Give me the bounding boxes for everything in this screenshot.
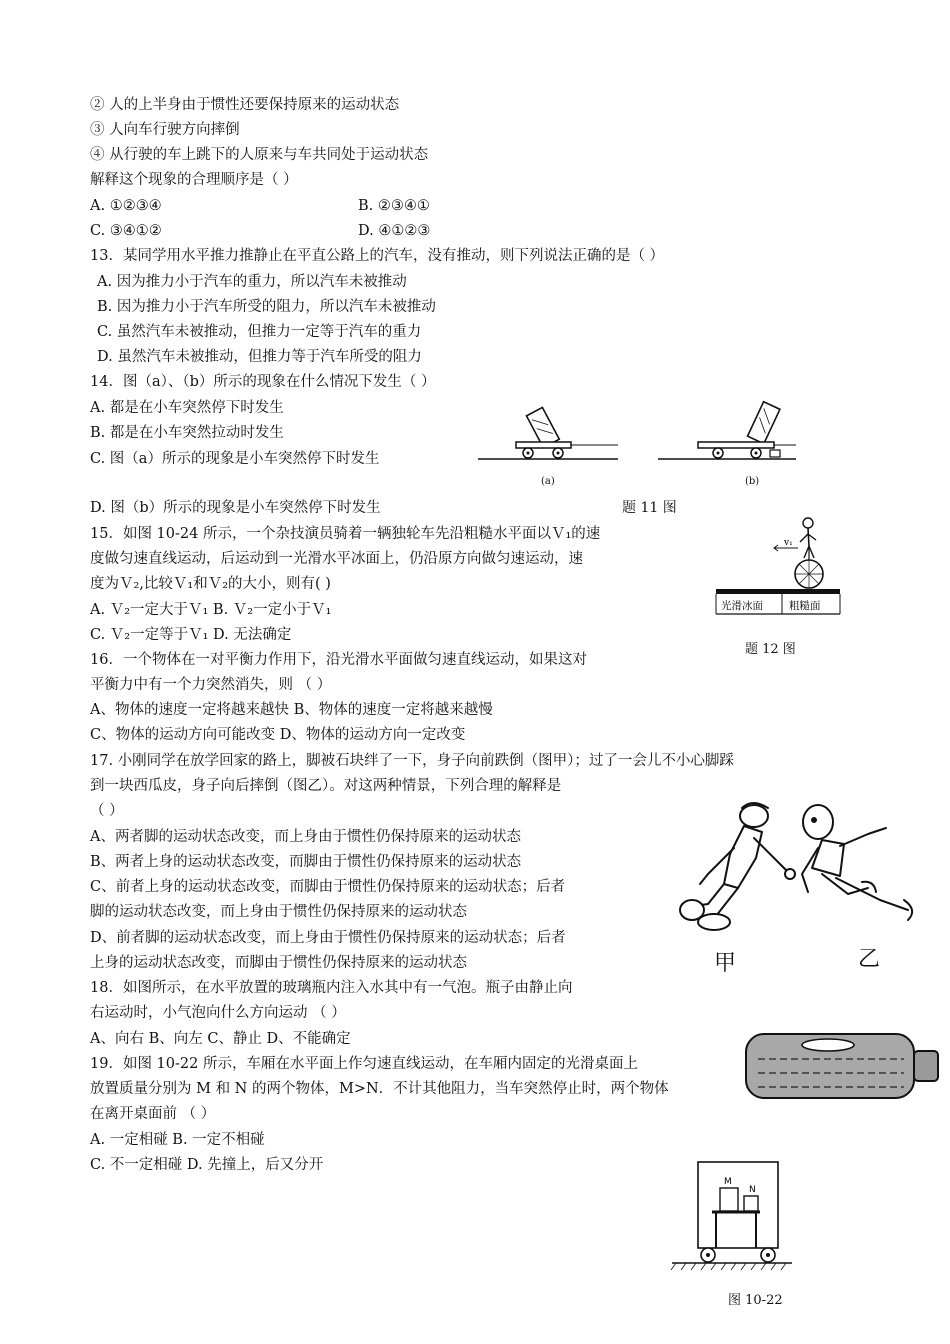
glass-bottle-figure bbox=[744, 1031, 944, 1101]
q19-options-ab: A. 一定相碰 B. 一定不相碰 bbox=[90, 1132, 265, 1148]
q17-option-b: B、两者上身的运动状态改变，而脚由于惯性仍保持原来的运动状态 bbox=[90, 854, 522, 870]
label-n: N bbox=[749, 1185, 756, 1195]
q19-line-2: 放置质量分别为 M 和 N 的两个物体，M>N．不计其他阻力，当车突然停止时，两个物体 bbox=[90, 1081, 669, 1097]
q18-options: A、向右 B、向左 C、静止 D、不能确定 bbox=[90, 1031, 351, 1047]
label-m: M bbox=[724, 1177, 732, 1187]
q13-option-c: C. 虽然汽车未被推动，但推力一定等于汽车的重力 bbox=[97, 324, 422, 340]
q15-line-2: 度做匀速直线运动，后运动到一光滑水平冰面上，仍沿原方向做匀速运动，速 bbox=[90, 551, 583, 567]
q15-figure-label: 题 12 图 bbox=[745, 642, 796, 657]
q17-line-1: 17. 小刚同学在放学回家的路上，脚被石块绊了一下，身子向前跌倒（图甲）；过了一会儿不小心脚踩 bbox=[90, 753, 734, 769]
q12-statement-3: ③ 人向车行驶方向摔倒 bbox=[90, 122, 240, 138]
q12-option-d: D. ④①②③ bbox=[358, 223, 431, 239]
q14-option-c: C. 图（a）所示的现象是小车突然停下时发生 bbox=[90, 451, 380, 467]
figure-a-label: (a) bbox=[541, 476, 555, 487]
q18-line-2: 右运动时，小气泡向什么方向运动 （ ） bbox=[90, 1005, 346, 1021]
q19-figure-label: 图 10-22 bbox=[728, 1293, 783, 1308]
rough-surface-label: 粗糙面 bbox=[789, 600, 821, 612]
q12-option-b: B. ②③④① bbox=[358, 198, 430, 214]
q13-option-b: B. 因为推力小于汽车所受的阻力，所以汽车未被推动 bbox=[97, 299, 436, 315]
q17-option-d-2: 上身的运动状态改变，而脚由于惯性仍保持原来的运动状态 bbox=[90, 955, 467, 971]
q15-line-3: 度为Ｖ₂,比较Ｖ₁和Ｖ₂的大小，则有( ) bbox=[90, 576, 331, 592]
q15-line-1: 15．如图 10-24 所示，一个杂技演员骑着一辆独轮车先沿粗糙水平面以Ｖ₁的速 bbox=[90, 526, 601, 542]
object-m bbox=[720, 1188, 738, 1211]
q13-option-a: A. 因为推力小于汽车的重力，所以汽车未被推动 bbox=[97, 274, 407, 290]
q17-option-a: A、两者脚的运动状态改变，而上身由于惯性仍保持原来的运动状态 bbox=[90, 829, 521, 845]
q16-line-2: 平衡力中有一个力突然消失，则 （ ） bbox=[90, 677, 332, 693]
q17-line-3: （ ） bbox=[90, 803, 124, 819]
person-tripping bbox=[680, 803, 795, 930]
q14-stem: 14．图（a）、（b）所示的现象在什么情况下发生（ ） bbox=[90, 374, 436, 390]
q19-line-3: 在离开桌面前 （ ） bbox=[90, 1106, 216, 1122]
q17-option-d-1: D、前者脚的运动状态改变，而上身由于惯性仍保持原来的运动状态；后者 bbox=[90, 930, 566, 946]
q19-options-cd: C. 不一定相碰 D. 先撞上，后又分开 bbox=[90, 1157, 324, 1173]
q13-option-d: D. 虽然汽车未被推动，但推力等于汽车所受的阻力 bbox=[97, 349, 422, 365]
q12-statement-2: ② 人的上半身由于惯性还要保持原来的运动状态 bbox=[90, 97, 400, 113]
q12-option-c: C. ③④①② bbox=[90, 223, 162, 239]
carriage-figure bbox=[668, 1160, 794, 1272]
label-jia: 甲 bbox=[714, 951, 737, 974]
cart-figure-a bbox=[478, 398, 633, 468]
q12-stem: 解释这个现象的合理顺序是（ ） bbox=[90, 172, 298, 188]
label-yi: 乙 bbox=[858, 947, 881, 972]
cart-figure-b bbox=[658, 398, 798, 468]
q16-options-cd: C、物体的运动方向可能改变 D、物体的运动方向一定改变 bbox=[90, 727, 466, 743]
v1-label: v₁ bbox=[784, 538, 793, 548]
q17-option-c-2: 脚的运动状态改变，而上身由于惯性仍保持原来的运动状态 bbox=[90, 904, 467, 920]
q15-options-cd: C. Ｖ₂一定等于Ｖ₁ D. 无法确定 bbox=[90, 627, 292, 643]
figure-b-label: (b) bbox=[745, 476, 760, 487]
q19-line-1: 19．如图 10-22 所示，车厢在水平面上作匀速直线运动，在车厢内固定的光滑桌面上 bbox=[90, 1056, 638, 1072]
q12-option-a: A. ①②③④ bbox=[90, 198, 162, 214]
object-n bbox=[744, 1196, 758, 1211]
q15-options-ab: A. Ｖ₂一定大于Ｖ₁ B. Ｖ₂一定小于Ｖ₁ bbox=[90, 602, 332, 618]
air-bubble bbox=[802, 1039, 854, 1051]
q13-stem: 13．某同学用水平推力推静止在平直公路上的汽车，没有推动，则下列说法正确的是（ ） bbox=[90, 248, 665, 264]
ice-surface-label: 光滑冰面 bbox=[721, 600, 763, 612]
q12-statement-4: ④ 从行驶的车上跳下的人原来与车共同处于运动状态 bbox=[90, 147, 429, 163]
q14-option-d: D. 图（b）所示的现象是小车突然停下时发生 bbox=[90, 500, 381, 516]
person-slipping bbox=[802, 805, 912, 920]
q14-option-a: A. 都是在小车突然停下时发生 bbox=[90, 400, 284, 416]
q16-options-ab: A、物体的速度一定将越来越快 B、物体的速度一定将越来越慢 bbox=[90, 702, 493, 718]
unicycle-figure bbox=[712, 512, 844, 624]
q18-line-1: 18．如图所示，在水平放置的玻璃瓶内注入水其中有一气泡。瓶子由静止向 bbox=[90, 980, 573, 996]
q16-line-1: 16．一个物体在一对平衡力作用下，沿光滑水平面做匀速直线运动，如果这对 bbox=[90, 652, 587, 668]
q14-option-b: B. 都是在小车突然拉动时发生 bbox=[90, 425, 284, 441]
falling-people-figure bbox=[672, 788, 926, 974]
q17-line-2: 到一块西瓜皮，身子向后摔倒（图乙）。对这两种情景，下列合理的解释是 bbox=[90, 778, 562, 794]
q17-option-c-1: C、前者上身的运动状态改变，而脚由于惯性仍保持原来的运动状态；后者 bbox=[90, 879, 566, 895]
q14-figure-label: 题 11 图 bbox=[622, 500, 677, 516]
